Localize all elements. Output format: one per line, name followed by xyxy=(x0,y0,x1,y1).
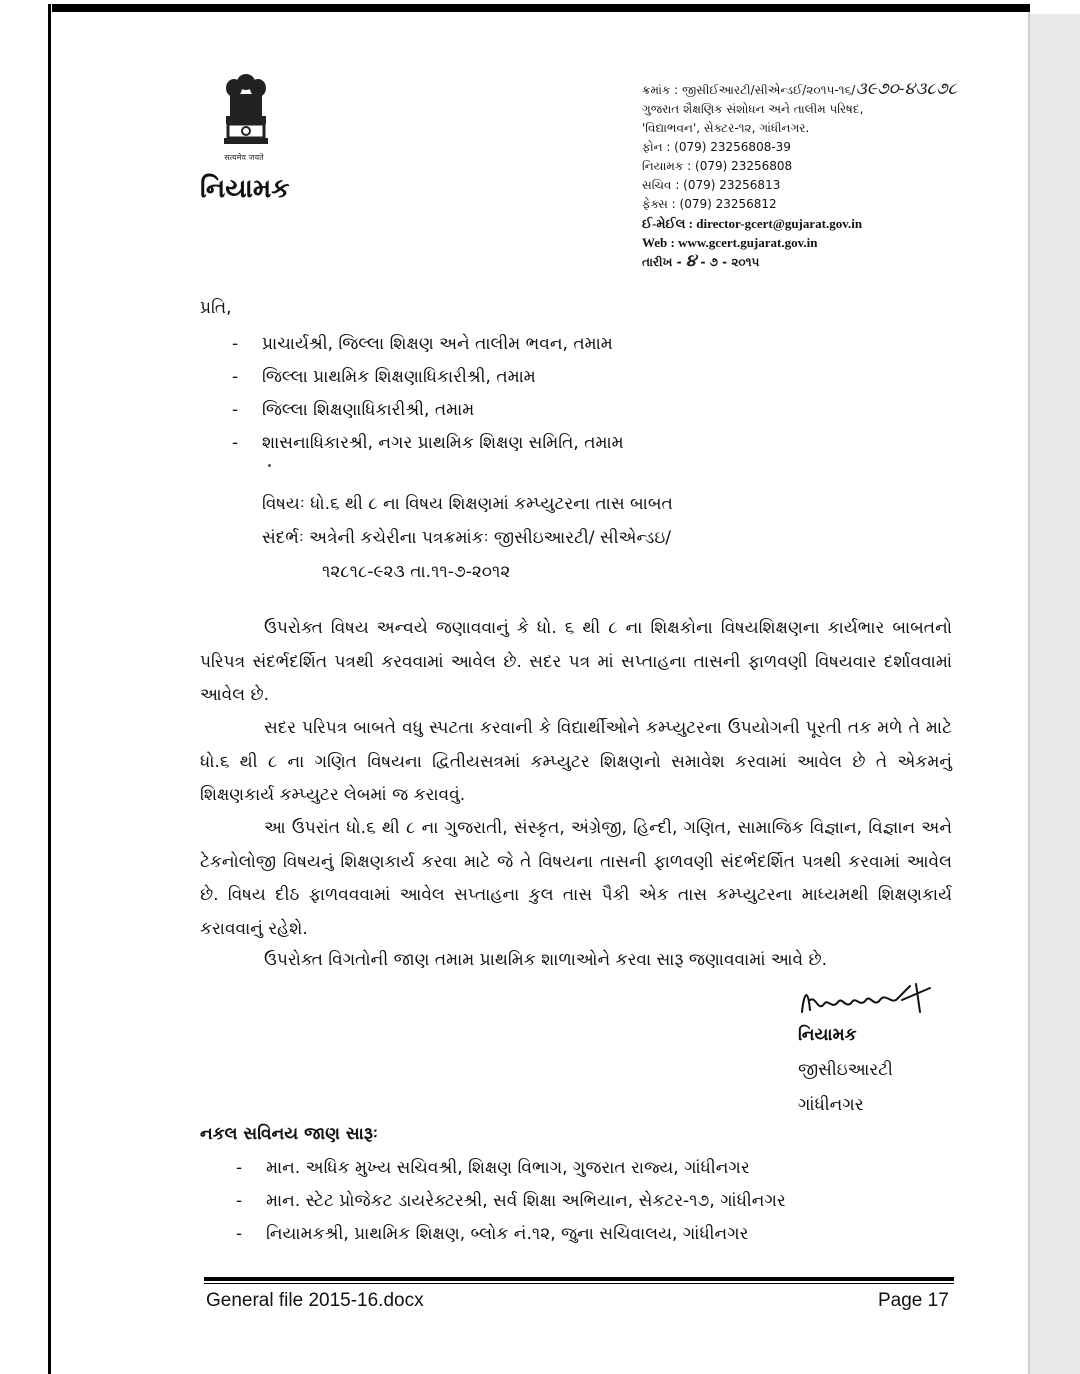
reference-line: સંદર્ભઃ અત્રેની કચેરીના પત્રક્રમાંકઃ જીસીઇઆરટી/ સીએન્ડઇ/ xyxy=(262,528,672,548)
copy-to-text: માન. અધિક મુખ્ય સચિવશ્રી, શિક્ષણ વિભાગ, ગુજરાત રાજ્ય, ગાંધીનગર xyxy=(266,1158,750,1178)
recipient-list xyxy=(232,328,992,460)
date-handwritten: ૪ xyxy=(685,251,697,271)
list-item xyxy=(236,1218,996,1251)
phone-line: ફોન : (079) 23256808-39 xyxy=(642,140,791,154)
date-rest: - ૭ - ૨૦૧૫ xyxy=(700,255,760,269)
emblem-motto: सत्यमेव जयते xyxy=(224,153,264,162)
copy-to-text: માન. સ્ટેટ પ્રોજેકટ ડાયરેક્ટરશ્રી, સર્વ શિક્ષા અભિયાન, સેકટર-૧૭, ગાંધીનગર xyxy=(266,1191,786,1211)
date-line xyxy=(642,252,1022,272)
body-paragraph-3: આ ઉપરાંત ધો.૬ થી ૮ ના ગુજરાતી, સંસ્કૃત, અંગ્રેજી, હિન્દી, ગણિત, સામાજિક વિજ્ઞાન, વિજ્ઞાન અને ટેકનોલોજી વિષયનું શિક્ષણકાર્ય કરવા માટે જે તે વિષયના તાસની ફાળવણી સંદર્ભદર્શિત પત્રથી કરવામાં આવેલ છે. વિષય દીઠ ફાળવવવામાં આવેલ સપ્તાહના કુલ તાસ પૈકી એક તાસ કમ્પ્યુટરના માધ્યમથી શિક્ષણકાર્ય કરાવવાનું રહેશે. xyxy=(200,818,952,939)
copy-to-text: નિયામકશ્રી, પ્રાથમિક શિક્ષણ, બ્લોક નં.૧૨, જુના સચિવાલય, ગાંધીનગર xyxy=(266,1224,749,1244)
recipient-text: પ્રાચાર્યશ્રી, જિલ્લા શિક્ષણ અને તાલીમ ભવન, તમામ xyxy=(262,334,613,354)
org-line-1: ગુજરાત શૈક્ષણિક સંશોધન અને તાલીમ પરિષદ, xyxy=(642,102,864,116)
letterhead xyxy=(642,80,1022,272)
ashoka-emblem-icon xyxy=(218,70,274,148)
stray-mark xyxy=(268,464,271,467)
recipient-text: જિલ્લા શિક્ષણાધિકારીશ્રી, તમામ xyxy=(262,400,475,420)
footer-rule-thin xyxy=(204,1283,954,1284)
secretary-phone-line: સચિવ : (079) 23256813 xyxy=(642,178,781,192)
body-paragraph-1: ઉપરોક્ત વિષય અન્વયે જણાવવાનું કે ધો. ૬ થી ૮ ના શિક્ષકોના વિષયશિક્ષણના કાર્યભાર બાબતનો પરિપત્ર સંદર્ભદર્શિત પત્રથી કરવવામાં આવેલ છે. સદર પત્ર માં સપ્તાહના તાસની ફાળવણી વિષયવાર દર્શાવવામાં આવેલ છે. xyxy=(200,618,952,705)
subject-line: વિષયઃ ધો.૬ થી ૮ ના વિષય શિક્ષણમાં કમ્પ્યુટરના તાસ બાબત xyxy=(262,494,673,514)
list-item xyxy=(236,1152,996,1185)
signatory-city: ગાંધીનગર xyxy=(798,1095,864,1115)
list-marker: - xyxy=(236,1191,243,1211)
letter-ref-line xyxy=(642,80,1022,100)
page-edge xyxy=(1028,12,1030,1374)
email-line: ઈ-મેઈલ : director-gcert@gujarat.gov.in xyxy=(642,216,863,231)
list-marker: - xyxy=(232,367,239,387)
list-marker: - xyxy=(232,334,239,354)
list-marker: - xyxy=(232,433,239,453)
footer-rule xyxy=(204,1277,954,1281)
handwritten-signature-icon xyxy=(798,982,938,1022)
left-border xyxy=(48,4,51,1374)
reference-number: ૧૨૮૧૮-૯૨૩ તા.૧૧-૭-૨૦૧૨ xyxy=(322,562,511,582)
body-paragraph-4: ઉપરોક્ત વિગતોની જાણ તમામ પ્રાથમિક શાળાઓને કરવા સારૂ જણાવવામાં આવે છે. xyxy=(264,950,828,970)
list-marker: - xyxy=(236,1158,243,1178)
copy-to-label: નકલ સવિનય જાણ સારૂઃ xyxy=(200,1124,378,1144)
to-label: પ્રતિ, xyxy=(200,298,232,318)
signatory-title: નિયામક xyxy=(798,1025,857,1045)
list-item xyxy=(236,1185,996,1218)
page-shadow xyxy=(1030,14,1080,1374)
recipient-text: શાસનાધિકારશ્રી, નગર પ્રાથમિક શિક્ષણ સમિતિ, તમામ xyxy=(262,433,624,453)
office-title: નિયામક xyxy=(200,174,290,204)
director-phone-line: નિયામક : (079) 23256808 xyxy=(642,159,793,173)
signatory-block xyxy=(798,1018,893,1123)
date-label: તારીખ - xyxy=(642,255,682,269)
list-item xyxy=(232,427,992,460)
list-item xyxy=(232,328,992,361)
fax-line: ફેક્સ : (079) 23256812 xyxy=(642,197,777,211)
top-border xyxy=(52,4,1030,12)
body-paragraph-2: સદર પરિપત્ર બાબતે વધુ સ્પટતા કરવાની કે વિદ્યાર્થીઓને કમ્પ્યુટરના ઉપયોગની પૂરતી તક મળે તે માટે ધો.૬ થી ૮ ના ગણિત વિષયના દ્વિતીયસત્રમાં કમ્પ્યુટર શિક્ષણનો સમાવેશ કરવામાં આવેલ છે તે એકમનું શિક્ષણકાર્ય કમ્પ્યુટર લેબમાં જ કરાવવું. xyxy=(200,718,952,805)
web-line: Web : www.gcert.gujarat.gov.in xyxy=(642,235,818,250)
letter-ref-handwritten: ૩૯૭૦-૪૩૮૭૮ xyxy=(855,79,957,99)
list-item xyxy=(232,361,992,394)
signatory-org: જીસીઇઆરટી xyxy=(798,1060,893,1080)
footer-page-number: Page 17 xyxy=(878,1290,949,1311)
recipient-text: જિલ્લા પ્રાથમિક શિક્ષણાધિકારીશ્રી, તમામ xyxy=(262,367,536,387)
letter-ref-printed: ક્રમાંક : જીસીઈઆરટી/સીએન્ડઈ/૨૦૧૫-૧૬/ xyxy=(642,83,856,97)
list-marker: - xyxy=(236,1224,243,1244)
org-line-2: 'વિદ્યાભવન', સેક્ટર-૧૨, ગાંધીનગર. xyxy=(642,121,810,135)
copy-to-list xyxy=(236,1152,996,1251)
list-marker: - xyxy=(232,400,239,420)
list-item xyxy=(232,394,992,427)
footer-filename: General file 2015-16.docx xyxy=(206,1290,424,1311)
